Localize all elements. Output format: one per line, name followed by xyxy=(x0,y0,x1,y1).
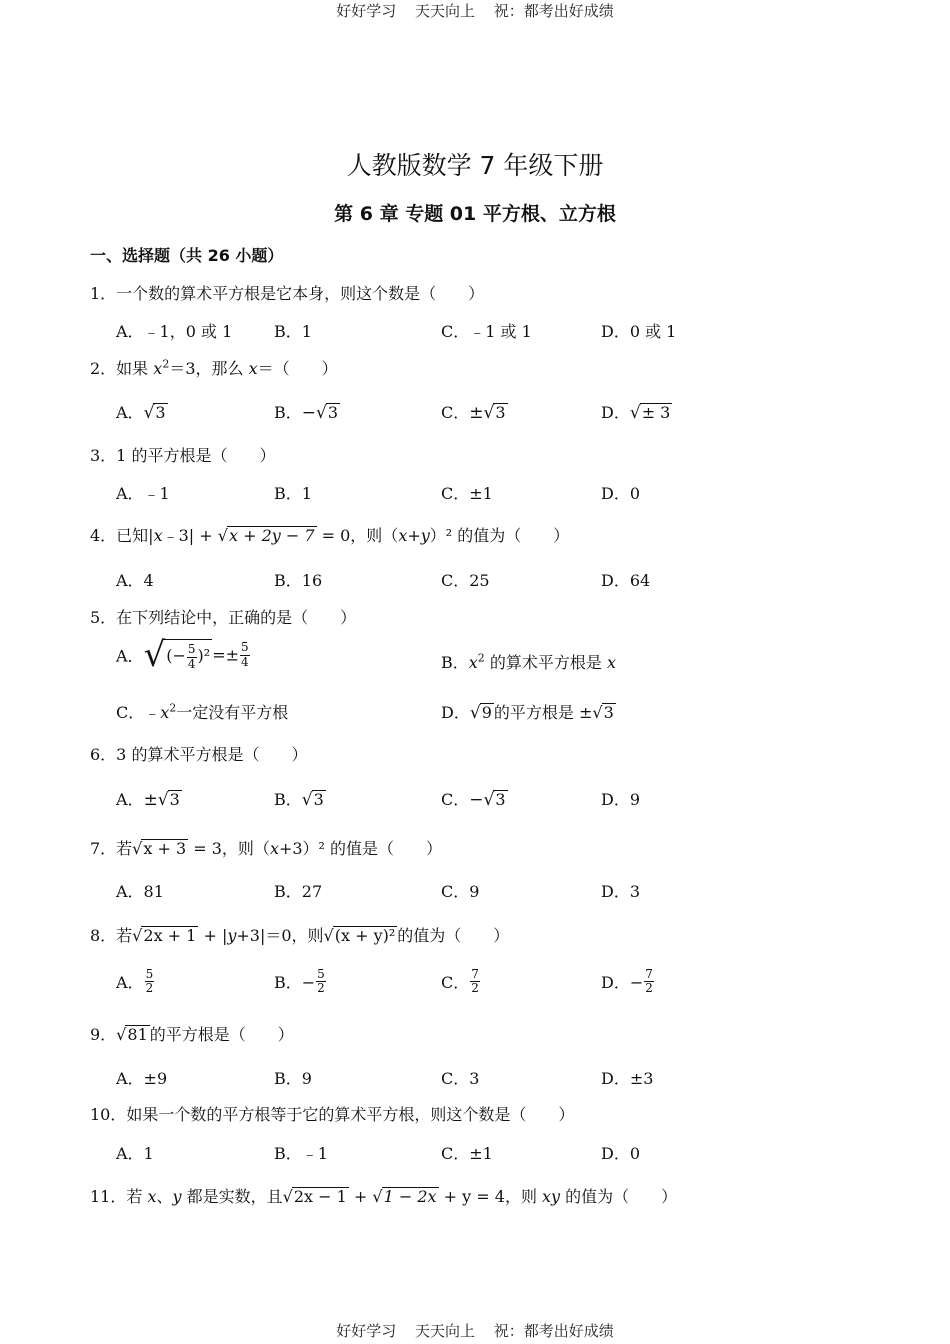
section-heading: 一、选择题（共 26 小题） xyxy=(90,246,284,265)
question-8: 8．若√2x + 1 + |y+3|＝0，则√(x + y)² 的值为（ ） xyxy=(90,926,510,945)
q6-option-c: C．−√3 xyxy=(441,790,506,810)
q7-option-c: C．9 xyxy=(441,882,480,901)
q9-option-c: C．3 xyxy=(441,1069,480,1088)
question-7: 7．若√x + 3 = 3，则（x+3）² 的值是（ ） xyxy=(90,839,443,858)
footer-text: 祝：都考出好成绩 xyxy=(493,1322,614,1340)
q1-option-a: A．﹣1，0 或 1 xyxy=(116,322,233,341)
header-text: 天天向上 xyxy=(414,2,475,20)
footer-text: 天天向上 xyxy=(414,1322,475,1340)
q8-option-d: D．− $\frac{7}{2}$ xyxy=(601,967,653,996)
q1-option-c: C．﹣1 或 1 xyxy=(441,322,532,341)
footer-text: 好好学习 xyxy=(336,1322,397,1340)
page-title: 人教版数学 7 年级下册 xyxy=(346,151,604,180)
q2-option-b: B．−√3 xyxy=(274,403,339,423)
q8-option-a: A． $\frac{5}{2}$ xyxy=(116,967,154,996)
q7-option-d: D．3 xyxy=(601,882,641,901)
q9-option-b: B．9 xyxy=(274,1069,312,1088)
q2-option-a: A．√3 xyxy=(116,403,166,423)
q4-option-d: D．64 xyxy=(601,571,651,590)
q1-option-b: B．1 xyxy=(274,322,312,341)
q7-option-a: A．81 xyxy=(116,882,164,901)
q8-option-b: B．− $\frac{5}{2}$ xyxy=(274,967,325,996)
q2-option-d: D．√± 3 xyxy=(601,403,671,423)
q3-option-c: C．±1 xyxy=(441,484,493,503)
q10-option-c: C．±1 xyxy=(441,1144,493,1163)
q7-option-b: B．27 xyxy=(274,882,323,901)
question-9: 9．√81 的平方根是（ ） xyxy=(90,1025,294,1044)
q5-option-b: B．$x^2$ 的算术平方根是 x xyxy=(441,651,617,672)
q6-option-b: B．√3 xyxy=(274,790,324,810)
question-10: 10．如果一个数的平方根等于它的算术平方根，则这个数是（ ） xyxy=(90,1105,575,1124)
q3-option-b: B．1 xyxy=(274,484,312,503)
question-2: 2．如果 $x^2=3$，那么 x＝（ ） xyxy=(90,357,338,378)
page-header xyxy=(0,0,950,21)
question-1: 1．一个数的算术平方根是它本身，则这个数是（ ） xyxy=(90,284,485,303)
question-3: 3．1 的平方根是（ ） xyxy=(90,446,276,465)
q10-option-b: B．﹣1 xyxy=(274,1144,328,1163)
q2-option-c: C．±√3 xyxy=(441,403,506,423)
header-text: 祝：都考出好成绩 xyxy=(493,2,614,20)
question-5: 5．在下列结论中，正确的是（ ） xyxy=(90,608,357,627)
q5-option-c: C．$﹣x^2$一定没有平方根 xyxy=(116,701,289,722)
q5-option-a: A．√(− $\frac{5}{4}$ )² =± $\frac{5}{4}$ xyxy=(116,635,249,675)
page-subtitle: 第 6 章 专题 01 平方根、立方根 xyxy=(334,203,616,225)
q10-option-a: A．1 xyxy=(116,1144,154,1163)
q5-option-d: D．√9 的平方根是 ±√3 xyxy=(441,703,614,723)
question-4: 4．已知|x﹣3| + √x + 2y − 7 = 0，则（x+y）² 的值为（ ） xyxy=(90,526,570,545)
q3-option-a: A．﹣1 xyxy=(116,484,170,503)
question-6: 6．3 的算术平方根是（ ） xyxy=(90,745,308,764)
question-11: 11．若 x、y 都是实数，且√2x − 1 + √1 − 2x + y = 4，则 xy 的值为（ ） xyxy=(90,1187,678,1206)
q1-option-d: D．0 或 1 xyxy=(601,322,677,341)
q8-option-c: C． $\frac{7}{2}$ xyxy=(441,967,479,996)
q3-option-d: D．0 xyxy=(601,484,641,503)
page-footer xyxy=(0,1320,950,1341)
q4-option-c: C．25 xyxy=(441,571,490,590)
q6-option-a: A．±√3 xyxy=(116,790,180,810)
q6-option-d: D．9 xyxy=(601,790,641,809)
header-text: 好好学习 xyxy=(336,2,397,20)
q9-option-a: A．±9 xyxy=(116,1069,168,1088)
q10-option-d: D．0 xyxy=(601,1144,641,1163)
q4-option-b: B．16 xyxy=(274,571,323,590)
q9-option-d: D．±3 xyxy=(601,1069,654,1088)
q4-option-a: A．4 xyxy=(116,571,154,590)
